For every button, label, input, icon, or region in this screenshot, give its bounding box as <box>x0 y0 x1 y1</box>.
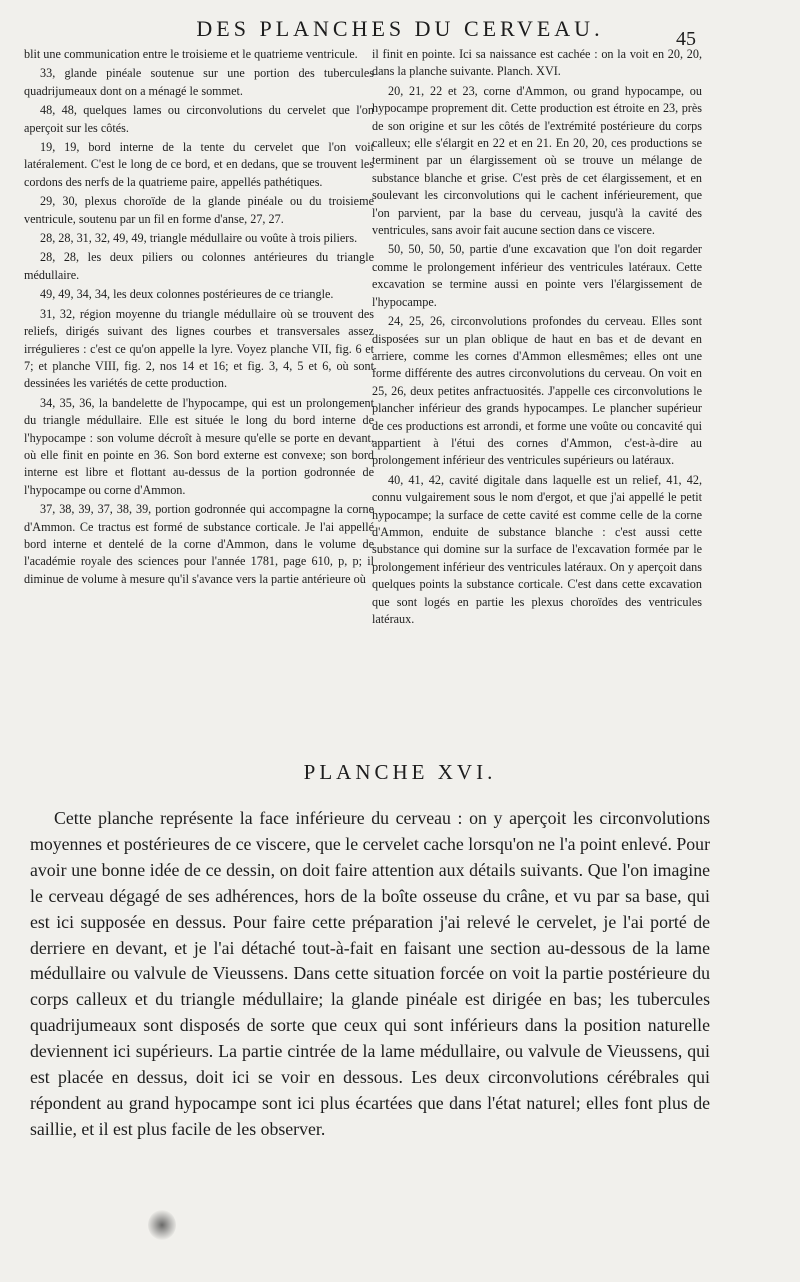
page-number: 45 <box>676 28 696 50</box>
paragraph: 48, 48, quelques lames ou circonvolutions du cervelet que l'on aperçoit sur les côtés. <box>24 103 374 135</box>
paragraph: 28, 28, 31, 32, 49, 49, triangle médullaire ou voûte à trois piliers. <box>40 231 358 246</box>
paragraph: Cette planche représente la face inférieure du cerveau : on y aperçoit les circonvolutions moyennes et postérieures de ce viscere, que le cervelet cache lorsqu'on ne l'a point enlevé. Pour avoir une bonne idée de ce dessin, on doit faire attention aux détails suivants. Que l'on imagine le cerveau dégagé de ses adhérences, hors de la boîte osseuse du crâne, et vu par sa base, qui est ici supposée en dessus. Pour faire cette préparation j'ai relevé le cervelet, je l'ai porté de derriere en devant, et je l'ai détaché tout-à-fait en faisant une section au-dessous de la lame médullaire ou valvule de Vieussens. Dans cette situation forcée on voit la partie postérieure du corps calleux et du triangle médullaire; la glande pinéale est dirigée en bas; les tubercules quadrijumeaux sont disposés de sorte que ceux qui sont inférieurs dans la position naturelle deviennent ici supérieurs. La partie cintrée de la lame médullaire, ou valvule de Vieussens, qui est placée en dessus, doit ici se voir en dessous. Les deux circonvolutions cérébrales qui répondent au grand hypocampe sont ici plus écartées que dans l'état naturel; elles font plus de saillie, et il est plus facile de les observer. <box>30 808 710 1139</box>
paragraph: 20, 21, 22 et 23, corne d'Ammon, ou grand hypocampe, ou hypocampe proprement dit. Cette production est étroite en 23, près de son origine et sur les côtés de l'extrémité postérieure du corps calleux; elle s'élargit en 22 et en 21. En 20, 20, ces productions se terminent par un élargissement où se trouve un mélange de substance blanche et grise. C'est près de cet élargissement, et en soulevant les circonvolutions qui le cachent inférieurement, que l'on parvient, par la base du cerveau, jusqu'à la cavité des ventricules, sans avoir fait aucune section dans ce viscere. <box>372 83 702 238</box>
paragraph: 24, 25, 26, circonvolutions profondes du cerveau. Elles sont disposées sur un plan oblique de haut en bas et de devant en arriere, comme les cornes d'Ammon ellesmêmes; elles ont une forme différente des autres circonvolutions du cerveau. On voit en 25, 26, deux petites anfractuosités. J'appelle ces circonvolutions le plancher inférieur des grands hypocampes. Le plancher supérieur de ces productions est arrondi, et forme une voûte ou concavité qui appartient à l'étui des cornes d'Ammon, c'est-à-dire au prolongement inférieur des ventricules supérieurs ou latéraux. <box>372 314 702 468</box>
section-title: PLANCHE XVI. <box>303 760 497 784</box>
paragraph: 50, 50, 50, 50, partie d'une excavation que l'on doit regarder comme le prolongement inférieur des ventricules latéraux. Cette excavation se termine aussi en pointe vers l'élargissement de l'hypocampe. <box>372 242 702 309</box>
paragraph: 29, 30, plexus choroïde de la glande pinéale ou du troisieme ventricule, soutenu par un fil en forme d'anse, 27, 27. <box>24 194 374 226</box>
running-title: DES PLANCHES DU CERVEAU. <box>196 16 604 41</box>
paragraph: 33, glande pinéale soutenue sur une portion des tubercules quadrijumeaux dont on a ménagé le sommet. <box>24 66 374 98</box>
right-column <box>372 46 702 630</box>
paragraph: il finit en pointe. Ici sa naissance est cachée : on la voit en 20, 20, dans la planche suivante. Planch. XVI. <box>372 47 702 79</box>
ink-smudge <box>148 1210 176 1240</box>
paragraph: 31, 32, région moyenne du triangle médullaire où se trouvent des reliefs, dirigés suivant des lignes courbes et transversales assez irrégulieres : c'est ce qu'on appelle la lyre. Voyez planche VII, fig. 6 et 7; et planche VIII, fig. 2, nos 14 et 16; et fig. 3, 4, 5 et 6, où sont dessinées les variétés de cette production. <box>24 306 374 391</box>
paragraph: 49, 49, 34, 34, les deux colonnes postérieures de ce triangle. <box>40 287 334 302</box>
section-body <box>30 806 710 1143</box>
paragraph: 28, 28, les deux piliers ou colonnes antérieures du triangle médullaire. <box>24 250 374 282</box>
left-column <box>24 46 374 590</box>
paragraph: blit une communication entre le troisieme et le quatrieme ventricule. <box>24 47 358 61</box>
paragraph: 37, 38, 39, 37, 38, 39, portion godronnée qui accompagne la corne d'Ammon. Ce tractus est formé de substance corticale. Je l'ai appellé bord interne et dentelé de la corne d'Ammon, dans le volume de l'académie royale des sciences pour l'année 1781, page 610, p, p; il diminue de volume à mesure qu'il s'avance vers la partie antérieure où <box>24 502 374 586</box>
paragraph: 40, 41, 42, cavité digitale dans laquelle est un relief, 41, 42, connu vulgairement sous le nom d'ergot, et que j'ai appellé le petit hypocampe; la surface de cette cavité est comme celle de la corne d'Ammon, enduite de substance blanche : c'est aussi cette substance qui domine sur la surface de l'excavation formée par le prolongement inférieur des ventricules latéraux. On y aperçoit dans quelques points la substance corticale. C'est dans cette excavation que sont logés en partie les plexus choroïdes des ventricules latéraux. <box>372 472 702 626</box>
paragraph: 19, 19, bord interne de la tente du cervelet que l'on voit latéralement. C'est le long de ce bord, et en dedans, que se trouvent les cordons des nerfs de la quatrieme paire, appellés pathétiques. <box>24 140 374 189</box>
paragraph: 34, 35, 36, la bandelette de l'hypocampe, qui est un prolongement du triangle médullaire. Elle est située le long du bord interne de l'hypocampe : son volume décroît à mesure qu'elle se porte en devant, où elle finit en pointe en 36. Son bord externe est convexe; son bord interne est libre et flottant au-dessus de la portion godronnée de l'hypocampe ou corne d'Ammon. <box>24 395 374 497</box>
